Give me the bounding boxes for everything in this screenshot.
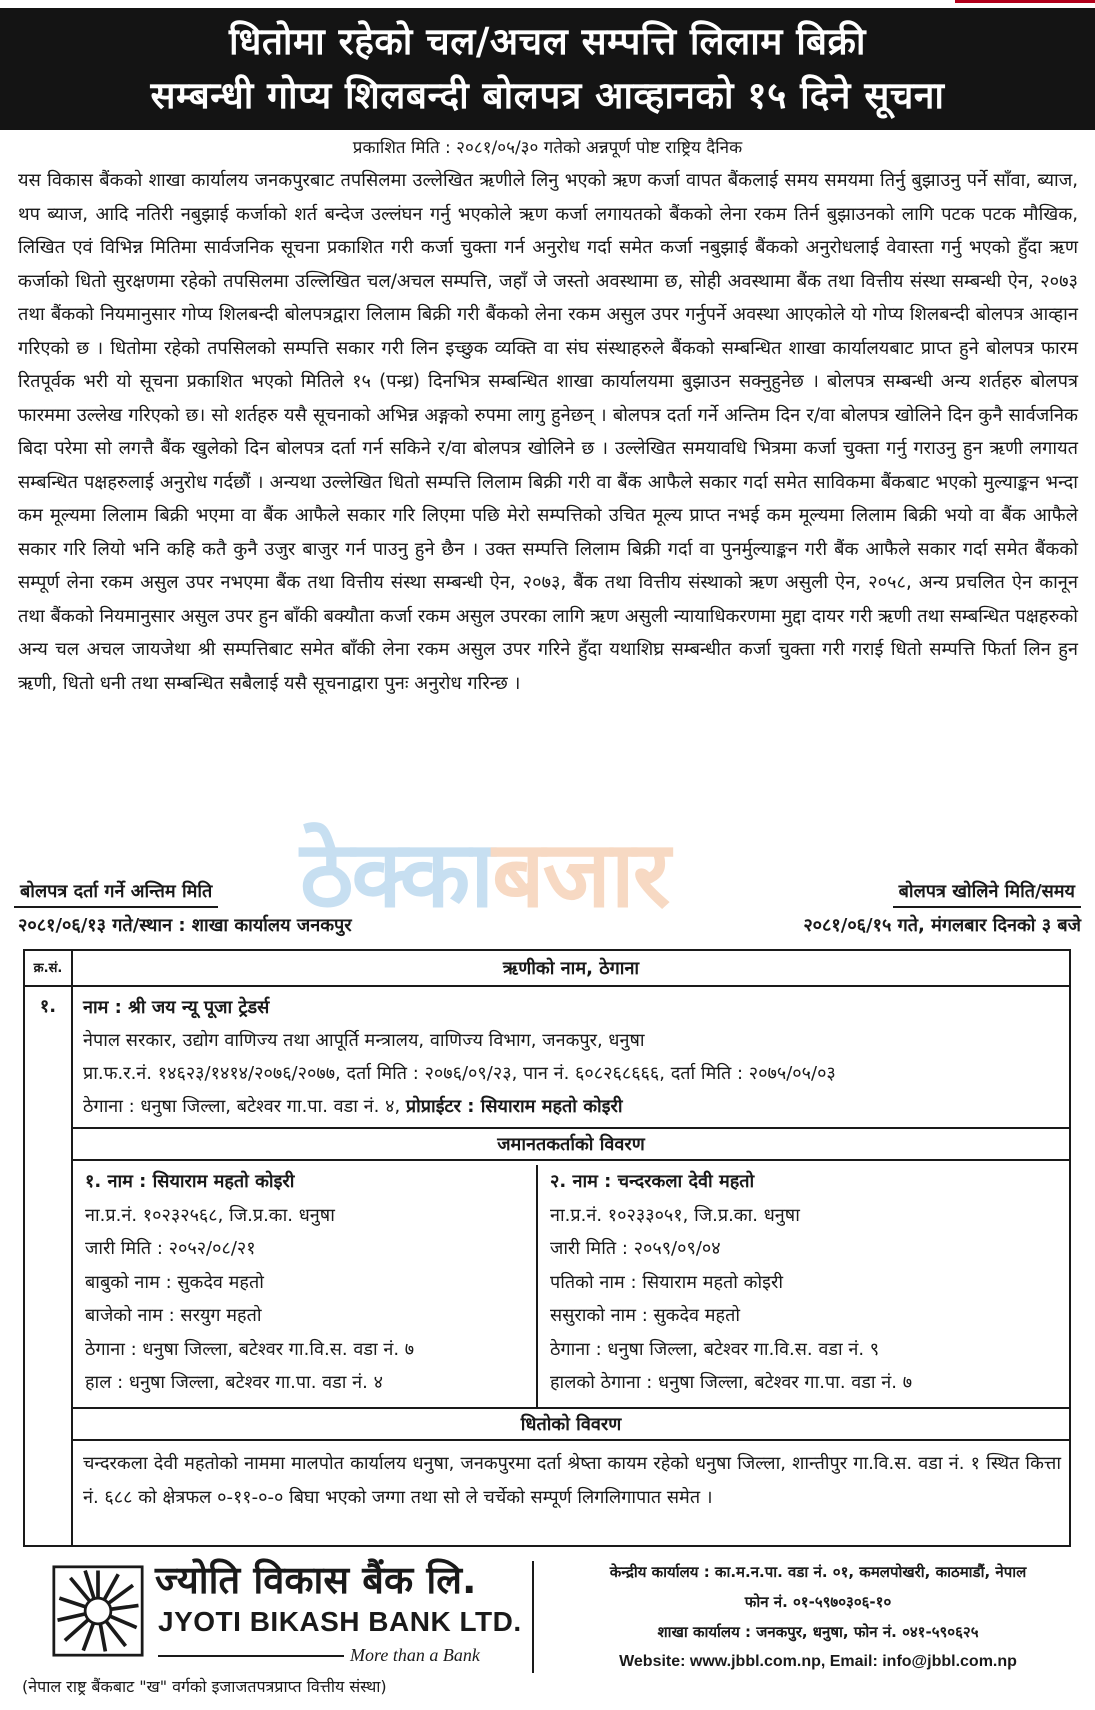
guarantor-2	[538, 1165, 1063, 1407]
opening-date-label: बोलपत्र खोलिने मिति/समय	[893, 878, 1081, 908]
guarantor-2-citizenship: ना.प्र.नं. १०२३३०५१, जि.प्र.का. धनुषा	[550, 1204, 800, 1226]
opening-date-value: २०८१/०६/१५ गते, मंगलबार दिनको ३ बजे	[803, 915, 1081, 936]
borrower-name: नाम : श्री जय न्यू पूजा ट्रेडर्स	[83, 997, 270, 1018]
header-line-2: सम्बन्धी गोप्य शिलबन्दी बोलपत्र आव्हानको १५ दिने सूचना	[150, 74, 945, 117]
tagline-rule	[158, 1655, 344, 1657]
guarantor-2-address: ठेगाना : धनुषा जिल्ला, बटेश्वर गा.वि.स. वडा नं. ९	[550, 1338, 880, 1360]
guarantor-1-father: बाबुको नाम : सुकदेव महतो	[85, 1271, 264, 1293]
details-table	[23, 949, 1071, 1547]
guarantor-2-name: २. नाम : चन्दरकला देवी महतो	[550, 1171, 755, 1192]
serial-header: क्र.सं.	[25, 951, 71, 987]
branch-office: शाखा कार्यालय : जनकपुर, धनुषा, फोन नं. ०४१-५९०६२५	[657, 1623, 979, 1641]
header-line-1: धितोमा रहेको चल/अचल सम्पत्ति लिलाम बिक्री	[228, 20, 866, 63]
footer-divider	[532, 1561, 534, 1673]
collateral-details: चन्दरकला देवी महतोको नाममा मालपोत कार्यालय धनुषा, जनकपुरमा दर्ता श्रेष्ता कायम रहेको धनुषा जिल्ला, शान्तीपुर गा.वि.स. वडा नं. १ स्थित कित्ता नं. ६८८ को क्षेत्रफल ०-११-०-० बिघा भएको जग्गा तथा सो ले चर्चेको सम्पूर्ण लिगलिगापात समेत ।	[83, 1453, 1061, 1508]
watermark-part-1: ठेक्का	[300, 824, 493, 926]
notice-body: यस विकास बैंकको शाखा कार्यालय जनकपुरबाट तपसिलमा उल्लेखित ऋणीले लिनु भएको ऋण कर्जा वापत बैंकलाई समय समयमा तिर्नु बुझाउनु पर्ने साँवा, ब्याज, थप ब्याज, आदि नतिरी नबुझाई कर्जाको शर्त बन्देज उल्लंघन गर्नु भएकोले ऋण कर्जा लगायतको बैंकको लेना रकम तिर्न बुझाउनको लागि पटक पटक मौखिक, लिखित एवं विभिन्न मितिमा सार्वजनिक सूचना प्रकाशित गरी कर्जा चुक्ता गर्न अनुरोध गर्दा समेत कर्जा नबुझाई बैंकको अनुरोधलाई वेवास्ता गर्नु भएको हुँदा ऋण कर्जाको धितो सुरक्षणमा रहेको तपसिलमा उल्लिखित चल/अचल सम्पत्ति, जहाँ जे जस्तो अवस्थामा छ, सोही अवस्थामा बैंक तथा वित्तीय संस्था सम्बन्धी ऐन, २०७३ तथा बैंकको नियमानुसार गोप्य शिलबन्दी बोलपत्रद्वारा लिलाम बिक्री गरी बैंकको लेना रकम असुल उपर गर्नुपर्ने अवस्था आएकोले यो गोप्य शिलबन्दी बोलपत्र आव्हान गरिएको छ । धितोमा रहेको तपसिलको सम्पत्ति सकार गरी लिन इच्छुक व्यक्ति वा संघ संस्थाहरुले बैंकको सम्बन्धित शाखा कार्यालयबाट प्राप्त हुने बोलपत्र फारम रितपूर्वक भरी यो सूचना प्रकाशित भएको मितिले १५ (पन्ध्र) दिनभित्र सम्बन्धित शाखा कार्यालयमा बुझाउन सक्नुहुनेछ । बोलपत्र सम्बन्धी अन्य शर्तहरु बोलपत्र फारममा उल्लेख गरिएको छ। सो शर्तहरु यसै सूचनाको अभिन्न अङ्गको रुपमा लागु हुनेछन् । बोलपत्र दर्ता गर्ने अन्तिम दिन र/वा बोलपत्र खोलिने दिन कुनै सार्वजनिक बिदा परेमा सो लगत्तै बैंक खुलेको दिन बोलपत्र दर्ता गर्न सकिने र/वा बोलपत्र खोलिने छ । उल्लेखित समयावधि भित्रमा कर्जा चुक्ता गर्नु गराउनु हुन ऋणी लगायत सम्बन्धित पक्षहरुलाई अनुरोध गर्दछौं । अन्यथा उल्लेखित धितो सम्पत्ति लिलाम बिक्री गरी वा बैंक आफैले सकार गर्दा समेत साविकमा बैंकबाट भएको मुल्याङ्कन भन्दा कम मूल्यमा लिलाम बिक्री भएमा वा बैंक आफैले सकार गरि लिएमा पछि मेरो सम्पत्तिको उचित मूल्य प्राप्त नभई कम मूल्यमा लिलाम बिक्री भयो वा बैंक आफैले सकार गरि लियो भनि कहि कतै कुनै उजुर बाजुर गर्न पाउनु हुने छैन । उक्त सम्पत्ति लिलाम बिक्री गर्दा वा पुनर्मुल्याङ्कन गरी बैंक आफैले सकार गर्दा समेत बैंकको सम्पूर्ण लेना रकम असुल उपर नभएमा बैंक तथा वित्तीय संस्था सम्बन्धी ऐन, २०७३, बैंक तथा वित्तीय संस्थाको ऋण असुली ऐन, २०५८, अन्य प्रचलित ऐन कानून तथा बैंकको नियमानुसार असुल उपर हुन बाँकी बक्यौता कर्जा रकम असुल उपरका लागि ऋण असुली न्यायाधिकरणमा मुद्दा दायर गरी ऋणी तथा सम्बन्धित पक्षहरुको अन्य चल अचल जायजेथा श्री सम्पत्तिबाट समेत बाँकी लेना रकम असुल उपर गरिने हुँदा यथाशिघ्र सम्बन्धीत कर्जा चुक्ता गरी गराई धितो सम्पत्ति फिर्ता लिन हुन ऋणी, धितो धनी तथा सम्बन्धित सबैलाई यसै सूचनाद्वारा पुनः अनुरोध गरिन्छ ।	[18, 170, 1078, 694]
borrower-address-row	[83, 1090, 1063, 1123]
guarantor-2-father-in-law: ससुराको नाम : सुकदेव महतो	[550, 1305, 741, 1326]
borrower-address: ठेगाना : धनुषा जिल्ला, बटेश्वर गा.पा. वडा नं. ४,	[83, 1096, 406, 1117]
bank-license-note: (नेपाल राष्ट्र बैंकबाट "ख" वर्गको इजाजतपत्रप्राप्त वित्तीय संस्था)	[22, 1677, 387, 1696]
watermark-part-2: बजार	[492, 824, 669, 926]
head-office: केन्द्रीय कार्यालय : का.म.न.पा. वडा नं. ०१, कमलपोखरी, काठमाडौं, नेपाल	[609, 1563, 1027, 1581]
bank-contact	[548, 1557, 1088, 1677]
published-date: प्रकाशित मिति : २०८१/०५/३० गतेको अन्नपूर्ण पोष्ट राष्ट्रिय दैनिक	[352, 138, 743, 158]
guarantor-2-current: हालको ठेगाना : धनुषा जिल्ला, बटेश्वर गा.पा. वडा नं. ७	[550, 1372, 913, 1393]
guarantor-1-grandfather: बाजेको नाम : सरयुग महतो	[85, 1305, 262, 1326]
borrower-details	[83, 991, 1063, 1123]
bank-logo-icon	[52, 1565, 144, 1657]
borrower-registration: नेपाल सरकार, उद्योग वाणिज्य तथा आपूर्ति मन्त्रालय, वाणिज्य विभाग, जनकपुर, धनुषा	[83, 1030, 645, 1051]
bank-footer	[0, 1553, 1095, 1710]
serial-number: १.	[39, 996, 57, 1017]
guarantor-1-address: ठेगाना : धनुषा जिल्ला, बटेश्वर गा.वि.स. वडा नं. ७	[85, 1338, 415, 1360]
bid-dates	[0, 878, 1095, 942]
guarantor-1	[73, 1165, 538, 1407]
borrower-header: ऋणीको नाम, ठेगाना	[73, 951, 1069, 987]
borrower-proprietor: प्रोप्राईटर : सियाराम महतो कोइरी	[405, 1096, 623, 1117]
website-email: Website: www.jbbl.com.np, Email: info@jbbl.com.np	[619, 1653, 1017, 1670]
guarantor-1-issued: जारी मिति : २०५२/०८/२१	[85, 1238, 256, 1259]
guarantor-1-name: १. नाम : सियाराम महतो कोइरी	[85, 1171, 295, 1192]
collateral-section-title: धितोको विवरण	[73, 1407, 1069, 1441]
guarantor-2-issued: जारी मिति : २०५९/०९/०४	[550, 1238, 721, 1259]
bank-tagline: More than a Bank	[350, 1645, 480, 1665]
bank-name-nepali: ज्योति विकास बैंक लि.	[155, 1558, 477, 1602]
guarantor-1-current: हाल : धनुषा जिल्ला, बटेश्वर गा.पा. वडा नं. ४	[85, 1372, 383, 1393]
guarantor-1-citizenship: ना.प्र.नं. १०२३२५६८, जि.प्र.का. धनुषा	[85, 1204, 335, 1226]
submission-deadline-value: २०८१/०६/१३ गते/स्थान : शाखा कार्यालय जनकपुर	[18, 915, 352, 936]
guarantor-section-title: जमानतकर्ताको विवरण	[73, 1127, 1069, 1161]
head-office-phone: फोन नं. ०१-५९७०३०६-१०	[744, 1593, 892, 1611]
guarantor-2-husband: पतिको नाम : सियाराम महतो कोइरी	[550, 1271, 784, 1293]
top-accent-rule	[955, 0, 1095, 3]
bank-name-english: JYOTI BIKASH BANK LTD.	[158, 1606, 522, 1637]
borrower-reg-numbers: प्रा.फ.र.नं. १४६२३/१४१४/२०७६/२०७७, दर्ता मिति : २०७६/०९/२३, पान नं. ६०८२६८६६६, दर्ता मिति : २०७५/०५/०३	[83, 1063, 836, 1084]
submission-deadline-label: बोलपत्र दर्ता गर्ने अन्तिम मिति	[14, 878, 218, 908]
notice-header	[0, 8, 1095, 130]
